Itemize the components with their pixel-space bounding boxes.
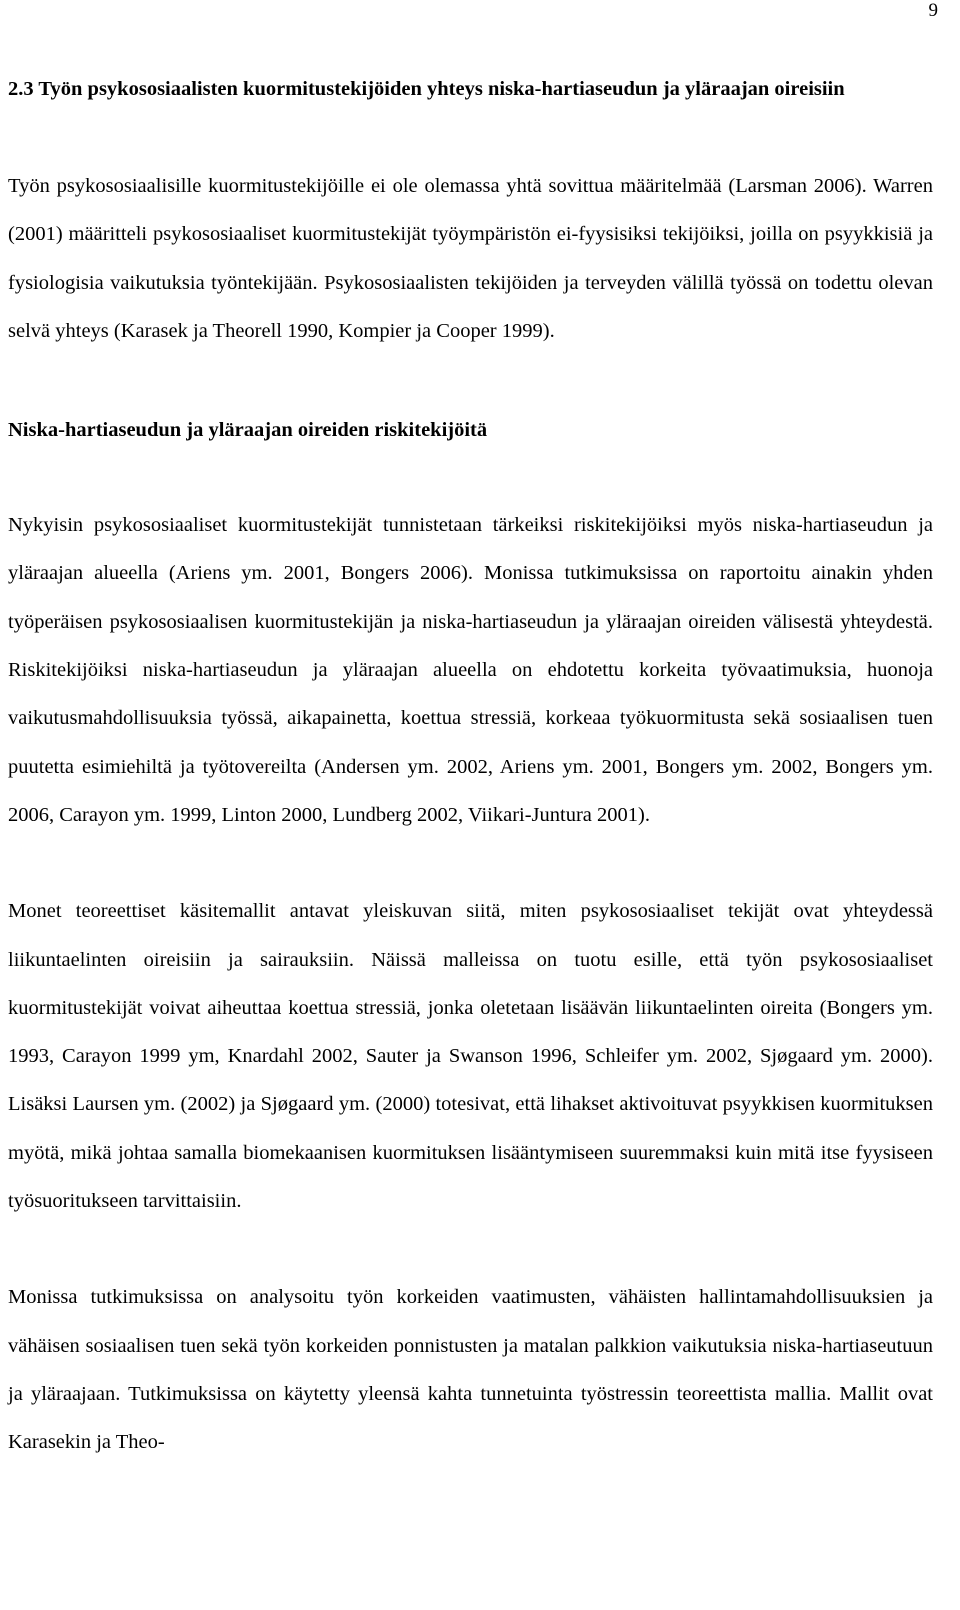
paragraph-definition: Työn psykososiaalisille kuormitustekijöille ei ole olemassa yhtä sovittua määritelmää (Larsman 2006). Warren (2001) määritteli psykososiaaliset kuormitustekijät työympäristön ei-fyysisiksi tekijöiksi, joilla on psyykkisiä ja fysiologisia vaikutuksia työntekijään. Psykososiaalisten tekijöiden ja terveyden välillä työssä on todettu olevan selvä yhteys (Karasek ja Theorell 1990, Kompier ja Cooper 1999).: [8, 175, 933, 342]
section-title: 2.3 Työn psykososiaalisten kuormitustekijöiden yhteys niska-hartiaseudun ja yläraajan oireisiin: [8, 78, 845, 100]
paragraph-studies: Monissa tutkimuksissa on analysoitu työn korkeiden vaatimusten, vähäisten hallintamahdollisuuksien ja vähäisen sosiaalisen tuen sekä työn korkeiden ponnistusten ja matalan palkkion vaikutuksia niska-hartiaseutuun ja yläraajaan. Tutkimuksissa on käytetty yleensä kahta tunnetuinta työstressin teoreettista mallia. Mallit ovat Karasekin ja Theo-: [8, 1286, 933, 1454]
page-number: 9: [928, 0, 938, 21]
paragraph-theoretical-models: Monet teoreettiset käsitemallit antavat yleiskuvan siitä, miten psykososiaaliset tekijät ovat yhteydessä liikuntaelinten oireisiin ja sairauksiin. Näissä malleissa on tuotu esille, että työn psykososiaaliset kuormitustekijät voivat aiheuttaa koettua stressiä, jonka oletetaan lisäävän liikuntaelinten oireita (Bongers ym. 1993, Carayon 1999 ym, Knardahl 2002, Sauter ja Swanson 1996, Schleifer ym. 2002, Sjøgaard ym. 2000). Lisäksi Laursen ym. (2002) ja Sjøgaard ym. (2000) totesivat, että lihakset aktivoituvat psyykkisen kuormituksen myötä, mikä johtaa samalla biomekaanisen kuormituksen lisääntymiseen suuremmaksi kuin mitä itse fyysiseen työsuoritukseen tarvittaisiin.: [8, 900, 933, 1213]
document-body: [8, 74, 933, 1467]
paragraph-risk-factors: Nykyisin psykososiaaliset kuormitustekijät tunnistetaan tärkeiksi riskitekijöiksi myös niska-hartiaseudun ja yläraajan alueella (Ariens ym. 2001, Bongers 2006). Monissa tutkimuksissa on raportoitu ainakin yhden työperäisen psykososiaalisen kuormitustekijän ja niska-hartiaseudun ja yläraajan oireiden välisestä yhteydestä. Riskitekijöiksi niska-hartiaseudun ja yläraajan alueella on ehdotettu korkeita työvaatimuksia, huonoja vaikutusmahdollisuuksia työssä, aikapainetta, koettua stressiä, korkeaa työkuormitusta sekä sosiaalisen tuen puutetta esimiehiltä ja työtovereilta (Andersen ym. 2002, Ariens ym. 2001, Bongers ym. 2002, Bongers ym. 2006, Carayon ym. 1999, Linton 2000, Lundberg 2002, Viikari-Juntura 2001).: [8, 514, 933, 826]
subheading-risk-factors: Niska-hartiaseudun ja yläraajan oireiden riskitekijöitä: [8, 419, 488, 442]
